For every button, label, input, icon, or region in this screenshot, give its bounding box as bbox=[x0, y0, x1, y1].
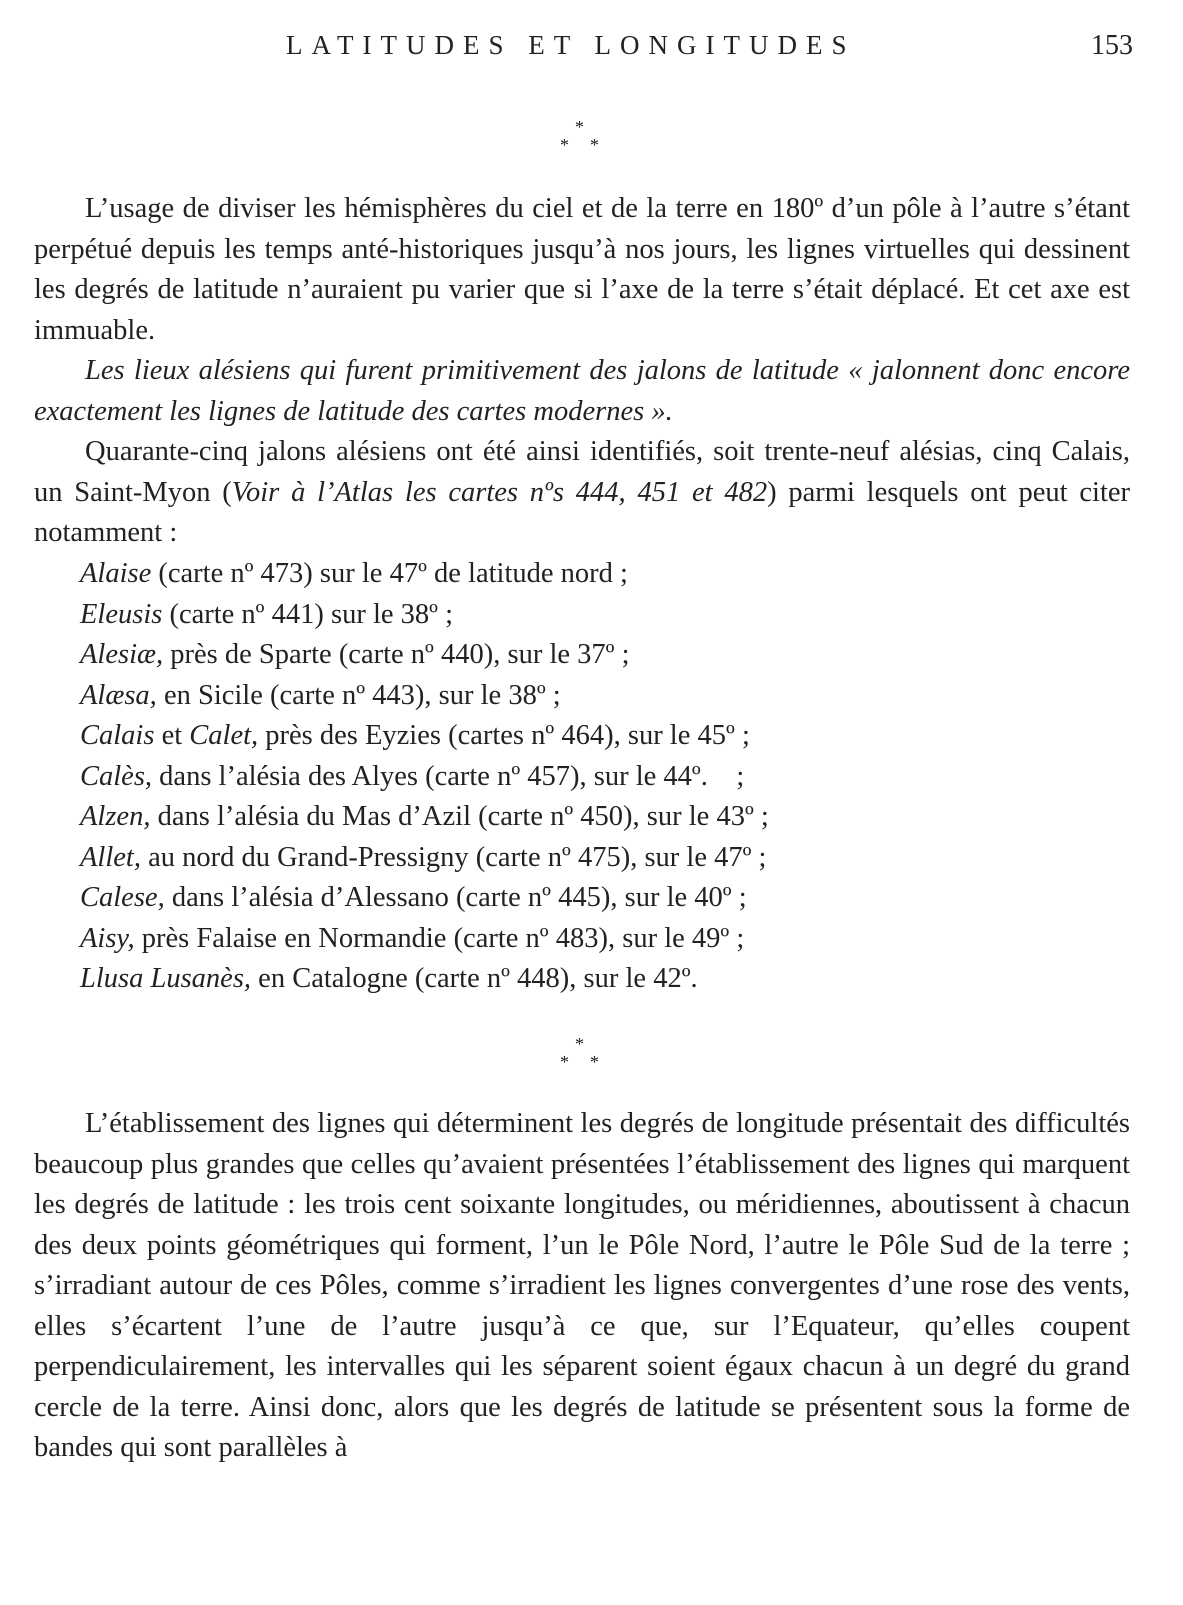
atlas-reference: Voir à l’Atlas les cartes nºs 444, 451 et 482 bbox=[231, 476, 768, 508]
place-name: Calese, bbox=[80, 882, 165, 913]
asterism-star: * bbox=[575, 1034, 584, 1054]
asterism-divider bbox=[560, 1035, 604, 1075]
place-name: Aisy, bbox=[80, 922, 135, 954]
text-run: ) parmi lesquels ont peut citer notamment : bbox=[34, 476, 1131, 548]
list-item bbox=[80, 757, 1140, 798]
paragraph: L’établissement des lignes qui déterminent les degrés de longitude présentait des difficultés beaucoup plus grandes que celles qu’avaient présentées l’établissement des lignes qui marquent les degrés de latitude : les trois cent soixante longitudes, ou méridiennes, aboutissent à chacun des deux points géométriques qui forment, l’un le Pôle Nord, l’autre le Pôle Sud de la terre ; s’irradiant autour de ces Pôles, comme s’irradient les lignes convergentes d’une rose des vents, elles s’écartent l’une de l’autre jusqu’à ce que, sur l’Equateur, qu’elles coupent perpendiculairement, les intervalles qui les séparent soient égaux chacun à un degré du grand cercle de la terre. Ainsi donc, alors que les degrés de latitude se présentent sous la forme de bandes qui sont parallèles à bbox=[34, 1108, 1130, 1463]
list-item bbox=[80, 676, 1140, 717]
asterism-star: * bbox=[590, 1052, 599, 1072]
place-desc: au nord du Grand-Pressigny (carte nº 475), sur le 47º ; bbox=[140, 841, 767, 873]
place-name: Llusa Lusanès, bbox=[80, 963, 252, 994]
place-name: Calais bbox=[80, 720, 155, 751]
place-desc: près Falaise en Normandie (carte nº 483), sur le 49º ; bbox=[134, 922, 745, 954]
place-name: Alaise bbox=[80, 558, 152, 589]
paragraph: L’usage de diviser les hémisphères du ciel et de la terre en 180º d’un pôle à l’autre s’étant perpétué depuis les temps anté-historiques jusqu’à nos jours, les lignes virtuelles qui dessinent les degrés de latitude n’auraient pu varier que si l’axe de la terre s’était déplacé. Et cet axe est immuable. bbox=[34, 193, 1130, 346]
place-desc: près de Sparte (carte nº 440), sur le 37º ; bbox=[163, 639, 630, 670]
place-name: Alæsa, bbox=[80, 679, 157, 711]
running-title: LATITUDES ET LONGITUDES bbox=[286, 30, 856, 60]
place-desc: en Sicile (carte nº 443), sur le 38º ; bbox=[156, 679, 561, 711]
place-name: Calet, bbox=[189, 720, 259, 751]
place-list bbox=[80, 554, 1140, 1000]
section-longitudes bbox=[34, 1104, 1130, 1469]
text-run: Quarante-cinq jalons alésiens ont été ainsi identifiés, soit trente-neuf alésias, cinq Calais, un Saint-Myon ( bbox=[34, 436, 1130, 508]
place-desc: dans l’alésia des Alyes (carte nº 457), sur le 44º. ; bbox=[152, 760, 745, 792]
list-item bbox=[80, 716, 1140, 757]
list-item bbox=[80, 554, 1140, 595]
place-desc: (carte nº 473) sur le 47º de latitude nord ; bbox=[151, 558, 628, 589]
place-desc: dans l’alésia d’Alessano (carte nº 445), sur le 40º ; bbox=[164, 882, 747, 913]
place-name: Allet, bbox=[80, 841, 141, 873]
place-desc: près des Eyzies (cartes nº 464), sur le 45º ; bbox=[258, 720, 750, 751]
list-item bbox=[80, 838, 1140, 879]
place-desc: en Catalogne (carte nº 448), sur le 42º. bbox=[251, 963, 698, 994]
place-name: Eleusis bbox=[80, 598, 163, 630]
place-desc: (carte nº 441) sur le 38º ; bbox=[162, 598, 454, 630]
list-item bbox=[80, 878, 1140, 919]
place-name: Calès, bbox=[80, 760, 153, 792]
asterism-star: * bbox=[560, 135, 569, 155]
paragraph-italic bbox=[34, 351, 1130, 432]
paragraph bbox=[34, 432, 1130, 554]
list-item bbox=[80, 959, 1140, 1000]
section-latitudes bbox=[34, 189, 1130, 554]
place-desc: et bbox=[154, 720, 190, 751]
asterism-star: * bbox=[560, 1052, 569, 1072]
italic-text: Les lieux alésiens qui furent primitivement des jalons de latitude « jalonnent donc encore exactement les lignes de latitude des cartes modernes ». bbox=[34, 355, 1130, 427]
page-number: 153 bbox=[1091, 30, 1133, 61]
place-name: Alzen, bbox=[80, 801, 151, 832]
place-name: Alesiæ, bbox=[80, 639, 164, 670]
asterism-star: * bbox=[575, 117, 584, 137]
list-item bbox=[80, 919, 1140, 960]
list-item bbox=[80, 635, 1140, 676]
asterism-divider bbox=[560, 118, 604, 158]
place-desc: dans l’alésia du Mas d’Azil (carte nº 450), sur le 43º ; bbox=[150, 801, 769, 832]
list-item bbox=[80, 797, 1140, 838]
list-item bbox=[80, 595, 1140, 636]
asterism-star: * bbox=[590, 135, 599, 155]
